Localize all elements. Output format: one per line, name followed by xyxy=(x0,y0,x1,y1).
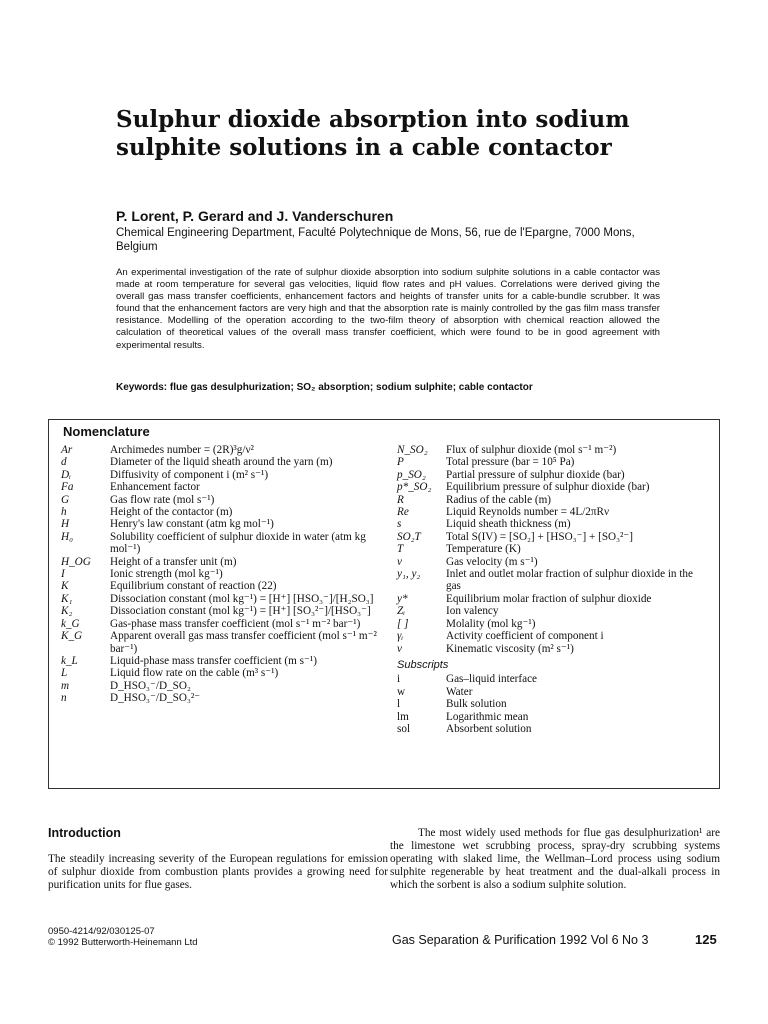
nomenclature-entry xyxy=(397,711,707,723)
nomenclature-entry xyxy=(61,667,381,679)
journal-citation: Gas Separation & Purification 1992 Vol 6 No 3 xyxy=(392,933,649,947)
nomenclature-entry xyxy=(397,556,707,568)
nomenclature-symbol: N_SO₂ xyxy=(397,444,428,456)
nomenclature-symbol: y* xyxy=(397,592,408,605)
nomenclature-symbol: L xyxy=(61,667,68,680)
nomenclature-symbol: T xyxy=(397,543,404,556)
nomenclature-definition: Radius of the cable (m) xyxy=(446,493,552,506)
nomenclature-entry xyxy=(397,456,707,468)
nomenclature-entry xyxy=(61,518,381,530)
nomenclature-entry xyxy=(61,456,381,468)
nomenclature-symbol: I xyxy=(61,568,65,581)
nomenclature-definition: Ion valency xyxy=(446,605,499,618)
nomenclature-symbol: G xyxy=(61,493,70,506)
nomenclature-definition: Solubility coefficient of sulphur dioxide in water (atm kg mol⁻¹) xyxy=(110,530,366,556)
nomenclature-definition: Water xyxy=(446,685,473,698)
nomenclature-symbol: K₂ xyxy=(61,605,73,618)
nomenclature-symbol: Re xyxy=(397,506,409,519)
nomenclature-symbol: P xyxy=(397,456,404,469)
nomenclature-symbol: H_OG xyxy=(61,555,91,568)
nomenclature-left-column xyxy=(61,444,381,705)
nomenclature-definition: Partial pressure of sulphur dioxide (bar) xyxy=(446,468,625,481)
nomenclature-entry xyxy=(397,686,707,698)
author-list: P. Lorent, P. Gerard and J. Vanderschuren xyxy=(116,208,394,224)
nomenclature-definition: Henry's law constant (atm kg mol⁻¹) xyxy=(110,518,274,531)
nomenclature-symbol: d xyxy=(61,456,67,469)
nomenclature-entry xyxy=(397,673,707,685)
nomenclature-entry xyxy=(397,531,707,543)
nomenclature-definition: Liquid Reynolds number = 4L/2πRν xyxy=(446,506,610,519)
nomenclature-symbol: H xyxy=(61,518,70,531)
nomenclature-entry xyxy=(397,494,707,506)
nomenclature-definition: Dissociation constant (mol kg⁻¹) = [H⁺] [SO₃²⁻]/[HSO₃⁻] xyxy=(110,605,371,618)
nomenclature-symbol: H₀ xyxy=(61,530,73,543)
nomenclature-symbol: v xyxy=(397,555,402,568)
nomenclature-definition: Bulk solution xyxy=(446,698,507,711)
nomenclature-definition: Liquid flow rate on the cable (m³ s⁻¹) xyxy=(110,667,279,680)
intro-paragraph-1: The steadily increasing severity of the European regulations for emission of sulphur dioxide from combustion plants provides a growing need for purification units for flue gases. xyxy=(48,853,388,891)
section-heading-introduction: Introduction xyxy=(48,826,121,840)
subscripts-heading: Subscripts xyxy=(397,658,449,671)
nomenclature-entry xyxy=(397,593,707,605)
nomenclature-symbol: γᵢ xyxy=(397,630,404,643)
intro-paragraph-2: The most widely used methods for flue gas desulphurization¹ are the limestone wet scrubbing process, spray-dry scrubbing systems operating with slaked lime, the Wellman–Lord process using sodium sulphite regenerable by heat treatment and the dual-alkali process in which the sorbent is also a sodium sulphite solution. xyxy=(390,827,720,891)
nomenclature-definition: Height of the contactor (m) xyxy=(110,506,233,519)
nomenclature-heading: Nomenclature xyxy=(63,424,150,439)
nomenclature-entry xyxy=(397,506,707,518)
nomenclature-definition: Kinematic viscosity (m² s⁻¹) xyxy=(446,642,574,655)
nomenclature-entry xyxy=(61,531,381,556)
nomenclature-entry xyxy=(397,698,707,710)
nomenclature-definition: Dissociation constant (mol kg⁻¹) = [H⁺] [HSO₃⁻]/[H₂SO₃] xyxy=(110,592,374,605)
keywords: Keywords: flue gas desulphurization; SO₂ absorption; sodium sulphite; cable contactor xyxy=(116,382,533,393)
nomenclature-definition: Archimedes number = (2R)³g/ν² xyxy=(110,444,254,456)
nomenclature-symbol: Zᵢ xyxy=(397,605,405,618)
nomenclature-definition: Flux of sulphur dioxide (mol s⁻¹ m⁻²) xyxy=(446,444,617,456)
nomenclature-symbol: sol xyxy=(397,722,411,735)
nomenclature-entry xyxy=(61,605,381,617)
nomenclature-definition: Molality (mol kg⁻¹) xyxy=(446,617,536,630)
nomenclature-entry xyxy=(397,630,707,642)
nomenclature-definition: Absorbent solution xyxy=(446,722,532,735)
nomenclature-definition: Gas–liquid interface xyxy=(446,673,538,686)
nomenclature-symbol: ν xyxy=(397,642,402,655)
nomenclature-definition: Enhancement factor xyxy=(110,481,200,494)
nomenclature-entry xyxy=(61,444,381,456)
nomenclature-symbol: SO₂T xyxy=(397,530,421,543)
nomenclature-entry xyxy=(397,568,707,593)
nomenclature-symbol: h xyxy=(61,506,67,519)
nomenclature-symbol: lm xyxy=(397,710,409,723)
nomenclature-entry xyxy=(397,518,707,530)
nomenclature-symbol: s xyxy=(397,518,402,531)
nomenclature-symbol: Fa xyxy=(61,481,74,494)
nomenclature-entry xyxy=(61,568,381,580)
nomenclature-definition: Activity coefficient of component i xyxy=(446,630,604,643)
nomenclature-symbol: k_L xyxy=(61,654,78,667)
nomenclature-definition: Equilibrium constant of reaction (22) xyxy=(110,580,277,593)
nomenclature-entry xyxy=(61,630,381,655)
nomenclature-entry xyxy=(61,481,381,493)
nomenclature-entry xyxy=(397,444,707,456)
nomenclature-symbol: p*_SO₂ xyxy=(397,481,432,494)
nomenclature-entry xyxy=(61,692,381,704)
nomenclature-definition: Height of a transfer unit (m) xyxy=(110,555,237,568)
nomenclature-entry xyxy=(397,543,707,555)
nomenclature-definition: Temperature (K) xyxy=(446,543,521,556)
nomenclature-definition: Apparent overall gas mass transfer coefficient (mol s⁻¹ m⁻² bar⁻¹) xyxy=(110,630,377,655)
nomenclature-definition: Liquid-phase mass transfer coefficient (m s⁻¹) xyxy=(110,654,317,667)
page-number: 125 xyxy=(695,932,717,947)
nomenclature-box xyxy=(48,419,720,789)
nomenclature-entry xyxy=(397,605,707,617)
abstract: An experimental investigation of the rate of sulphur dioxide absorption into sodium sulphite solutions in a cable contactor was made at room temperature for several gas velocities, liquid flow rates and pH values. Correlations were derived giving the overall gas mass transfer coefficients, enhancement factors and heights of transfer units for a cable-bundle scrubber. It was found that the enhancement factors are very high and that the absorption rate is mainly controlled by the gas film mass transfer resistance. Modelling of the operation according to the two-film theory of absorption with chemical reaction allowed the calculation of theoretical values of the overall mass transfer coefficient, which were found to be in good agreement with experimental results. xyxy=(116,267,660,351)
nomenclature-symbol: Ar xyxy=(61,444,73,456)
nomenclature-definition: Gas-phase mass transfer coefficient (mol s⁻¹ m⁻² bar⁻¹) xyxy=(110,617,361,630)
nomenclature-definition: Inlet and outlet molar fraction of sulphur dioxide in the gas xyxy=(446,568,693,593)
nomenclature-entry xyxy=(61,556,381,568)
nomenclature-definition: Ionic strength (mol kg⁻¹) xyxy=(110,568,223,581)
nomenclature-entry xyxy=(61,618,381,630)
nomenclature-symbol: k_G xyxy=(61,617,80,630)
article-title: Sulphur dioxide absorption into sodium sulphite solutions in a cable contactor xyxy=(116,106,630,161)
nomenclature-symbol: Dᵢ xyxy=(61,468,71,481)
nomenclature-definition: Logarithmic mean xyxy=(446,710,529,723)
nomenclature-entry xyxy=(61,593,381,605)
nomenclature-entry xyxy=(397,643,707,655)
affiliation: Chemical Engineering Department, Faculté Polytechnique de Mons, 56, rue de l'Epargne, 7000 Mons, Belgium xyxy=(116,227,635,253)
nomenclature-definition: D_HSO₃⁻/D_SO₃²⁻ xyxy=(110,692,201,705)
nomenclature-definition: Diameter of the liquid sheath around the yarn (m) xyxy=(110,456,333,469)
nomenclature-symbol: R xyxy=(397,493,404,506)
nomenclature-entry xyxy=(61,580,381,592)
nomenclature-entry xyxy=(397,469,707,481)
nomenclature-entry xyxy=(397,723,707,735)
nomenclature-symbol: m xyxy=(61,679,70,692)
nomenclature-definition: Equilibrium pressure of sulphur dioxide (bar) xyxy=(446,481,650,494)
nomenclature-entry xyxy=(61,655,381,667)
nomenclature-symbol: w xyxy=(397,685,406,698)
nomenclature-right-column xyxy=(397,444,707,735)
nomenclature-symbol: K₁ xyxy=(61,592,73,605)
nomenclature-definition: Total S(IV) = [SO₂] + [HSO₃⁻] + [SO₃²⁻] xyxy=(446,530,634,543)
nomenclature-symbol: p_SO₂ xyxy=(397,468,426,481)
nomenclature-entry xyxy=(61,469,381,481)
nomenclature-definition: Total pressure (bar = 10⁵ Pa) xyxy=(446,456,575,469)
nomenclature-definition: D_HSO₃⁻/D_SO₂ xyxy=(110,679,191,692)
nomenclature-entry xyxy=(61,506,381,518)
nomenclature-symbol: l xyxy=(397,698,401,711)
nomenclature-symbol: n xyxy=(61,692,67,705)
nomenclature-symbol: i xyxy=(397,673,401,686)
nomenclature-symbol: K xyxy=(61,580,69,593)
nomenclature-entry xyxy=(61,680,381,692)
nomenclature-definition: Equilibrium molar fraction of sulphur dioxide xyxy=(446,592,652,605)
nomenclature-definition: Gas velocity (m s⁻¹) xyxy=(446,555,538,568)
nomenclature-entry xyxy=(397,481,707,493)
nomenclature-symbol: K_G xyxy=(61,630,83,643)
nomenclature-entry xyxy=(61,494,381,506)
nomenclature-symbol: y₁, y₂ xyxy=(397,568,421,581)
nomenclature-symbol: [ ] xyxy=(397,617,409,630)
nomenclature-definition: Gas flow rate (mol s⁻¹) xyxy=(110,493,215,506)
copyright-line: © 1992 Butterworth-Heinemann Ltd xyxy=(48,937,198,948)
nomenclature-definition: Liquid sheath thickness (m) xyxy=(446,518,571,531)
nomenclature-definition: Diffusivity of component i (m² s⁻¹) xyxy=(110,468,269,481)
issn-code: 0950-4214/92/030125-07 xyxy=(48,926,155,937)
nomenclature-entry xyxy=(397,618,707,630)
